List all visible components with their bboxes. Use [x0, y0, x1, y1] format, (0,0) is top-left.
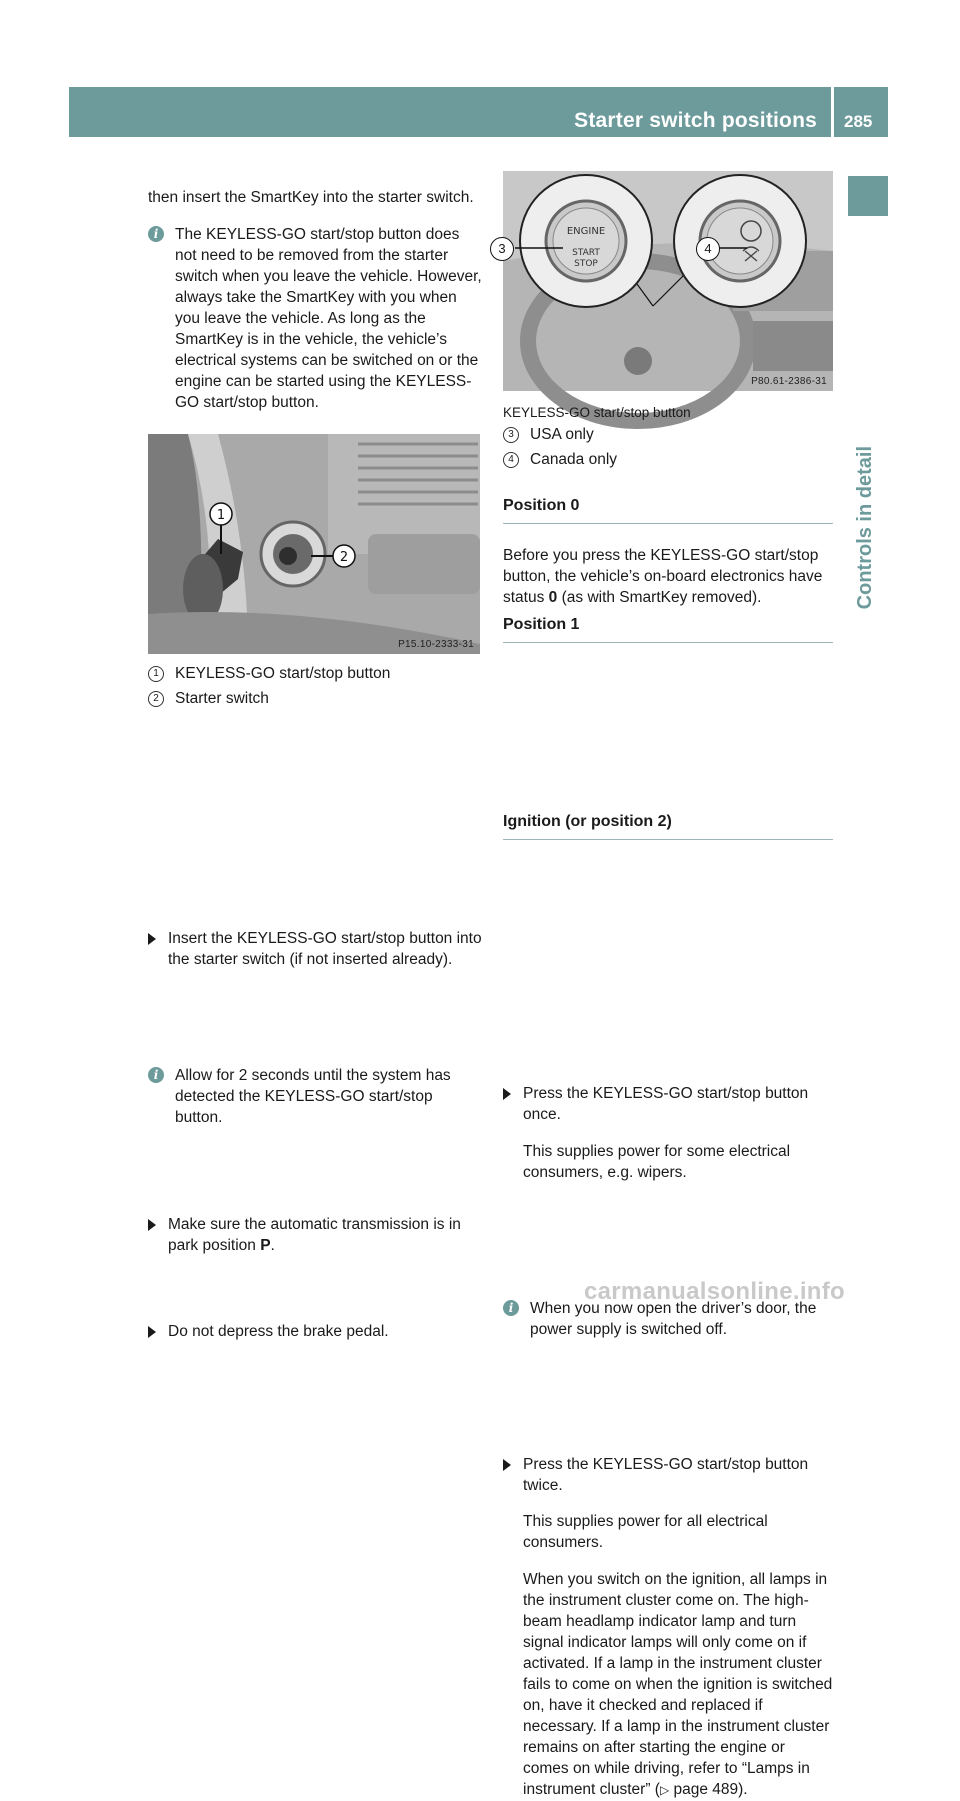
- starter-switch-illustration: [148, 434, 480, 654]
- legend-number: 1: [148, 666, 164, 682]
- step-text: Do not depress the brake pedal.: [168, 1322, 389, 1340]
- instruction-step-insert: [148, 928, 483, 970]
- section-title-position-0: Position 0: [503, 497, 833, 524]
- section-title-position-1: Position 1: [503, 616, 833, 643]
- info-note-2-text: Allow for 2 seconds until the system has detected the KEYLESS-GO start/stop button.: [175, 1066, 451, 1126]
- position-0-text: [503, 545, 833, 608]
- ignition-paragraph: [523, 1569, 833, 1801]
- step-text: Insert the KEYLESS-GO start/stop button into the starter switch (if not inserted already).: [168, 930, 482, 968]
- chapter-label: Controls in detail: [854, 445, 876, 609]
- position-0-text-end: (as with SmartKey removed).: [557, 589, 762, 606]
- chapter-side-tab: [848, 176, 888, 1216]
- legend-text: Starter switch: [175, 689, 269, 707]
- page-reference-arrow-icon: ▷: [659, 1782, 670, 1797]
- left-legend: [148, 663, 483, 709]
- photo-caption: KEYLESS-GO start/stop button: [503, 404, 691, 420]
- step-arrow-icon: [148, 1219, 156, 1231]
- step-text: [168, 1214, 483, 1256]
- info-icon: i: [148, 226, 164, 242]
- callout-2: 2: [339, 549, 349, 565]
- starter-switch-photo: [148, 434, 480, 654]
- right-legend: [503, 424, 833, 470]
- legend-text: KEYLESS-GO start/stop button: [175, 664, 391, 682]
- photo-reference: P80.61-2386-31: [751, 375, 827, 387]
- step-arrow-icon: [148, 933, 156, 945]
- ignition-step: [503, 1454, 833, 1801]
- legend-item: [148, 663, 483, 684]
- watermark: carmanualsonline.info: [584, 1277, 846, 1305]
- step-text-start: Make sure the automatic transmission is in park position: [168, 1216, 461, 1254]
- callout-4: 4: [696, 237, 720, 261]
- section-title-ignition: Ignition (or position 2): [503, 813, 833, 840]
- position-0-description: [503, 530, 833, 624]
- info-note-1-text: The KEYLESS-GO start/stop button does not need to be removed from the starter switch when you leave the vehicle. However, always take the SmartKey with you when you leave the vehicle. As long as the SmartKey is in the vehicle, the vehicle’s electrical systems can be switched on or the engine can be started using the KEYLESS-GO start/stop button.: [175, 225, 482, 411]
- position-1-step: [503, 1083, 833, 1183]
- keyless-go-button-photo: [498, 171, 833, 391]
- callout-3: 3: [490, 237, 514, 261]
- callout-1: 1: [216, 507, 226, 523]
- step-result-text: This supplies power for some electrical consumers, e.g. wipers.: [523, 1142, 791, 1181]
- legend-item: [148, 688, 483, 709]
- park-position-letter: P: [260, 1237, 271, 1254]
- step-arrow-icon: [148, 1326, 156, 1338]
- header-separator: [831, 87, 834, 137]
- step-result-text: This supplies power for all electrical consumers.: [523, 1513, 768, 1551]
- status-value: 0: [548, 589, 558, 606]
- chapter-marker: [848, 176, 888, 216]
- position-0-text-start: Before you press the KEYLESS-GO start/stop button, the vehicle’s on-board electronics have status: [503, 547, 823, 606]
- step-arrow-icon: [503, 1459, 511, 1471]
- info-note-2: [148, 1065, 483, 1128]
- instruction-step-brake: [148, 1321, 483, 1342]
- legend-number: 3: [503, 427, 519, 443]
- keyless-go-illustration: [503, 171, 833, 391]
- legend-number: 2: [148, 691, 164, 707]
- step-arrow-icon: [503, 1088, 511, 1100]
- intro-paragraph: then insert the SmartKey into the starter switch.: [148, 189, 474, 206]
- header-bar: [69, 87, 888, 137]
- photo-reference: P15.10-2333-31: [398, 638, 474, 650]
- stop-label: STOP: [574, 258, 598, 269]
- legend-text: USA only: [530, 425, 594, 443]
- ignition-paragraph-text: When you switch on the ignition, all lamps in the instrument cluster come on. The high-beam headlamp indicator lamp and turn signal indicator lamps will only come on if activated. If a lamp in the instrument cluster fails to come on when the ignition is switched on, have it checked and replaced if necessary. If a lamp in the instrument cluster remains on after starting the engine or comes on while driving, refer to “Lamps in instrument cluster” (: [523, 1570, 833, 1798]
- intro-text: [148, 172, 483, 224]
- page-reference-text[interactable]: page 489).: [669, 1780, 748, 1798]
- step-text-end: .: [270, 1237, 275, 1254]
- start-label: START: [572, 247, 600, 258]
- legend-item: [503, 449, 833, 470]
- page-title: Starter switch positions: [574, 108, 817, 132]
- engine-label: ENGINE: [566, 225, 606, 237]
- step-text: Press the KEYLESS-GO start/stop button twice.: [523, 1455, 809, 1494]
- legend-item: [503, 424, 833, 445]
- info-note-3-text: When you now open the driver’s door, the power supply is switched off.: [530, 1300, 817, 1338]
- info-icon: i: [503, 1300, 519, 1316]
- page-number: 285: [844, 111, 873, 131]
- instruction-step-park: [148, 1214, 483, 1256]
- legend-number: 4: [503, 452, 519, 468]
- step-text: Press the KEYLESS-GO start/stop button once.: [523, 1085, 809, 1123]
- legend-text: Canada only: [530, 450, 618, 468]
- info-note-1: [148, 224, 483, 413]
- info-icon: i: [148, 1067, 164, 1083]
